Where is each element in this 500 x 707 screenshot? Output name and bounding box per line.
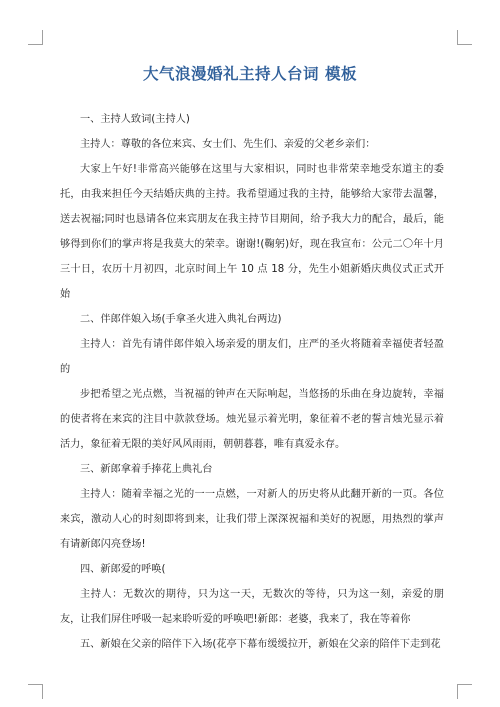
section-heading-2: 二、伴郎伴娘入场(手拿圣火进入典礼台两边) bbox=[80, 314, 282, 325]
paragraph: 主持人：首先有请伴郎伴娘入场亲爱的朋友们，庄严的圣火将随着幸福使者轻盈的 bbox=[60, 339, 444, 375]
crop-mark-bottom-left bbox=[28, 684, 43, 699]
section-heading-3: 三、新郎拿着手捧花上典礼台 bbox=[80, 464, 213, 475]
section-heading-5: 五、新娘在父亲的陪伴下入场(花亭下幕布缓缓拉开，新娘在父亲的陪伴下走到花 bbox=[80, 639, 441, 650]
document-body bbox=[60, 107, 444, 657]
paragraph: 主持人：无数次的期待，只为这一天，无数次的等待，只为这一刻，亲爱的朋友，让我们屏住呼吸一起来聆听爱的呼唤吧!新郎：老婆，我来了，我在等着你 bbox=[60, 589, 444, 625]
section-heading-4: 四、新郎爱的呼唤( bbox=[80, 564, 166, 575]
crop-mark-bottom-right bbox=[457, 684, 472, 699]
crop-mark-top-right bbox=[457, 30, 472, 45]
section-heading-1: 一、主持人致词(主持人) bbox=[80, 114, 190, 125]
crop-mark-top-left bbox=[28, 30, 43, 45]
document-title: 大气浪漫婚礼主持人台词 模板 bbox=[143, 65, 357, 83]
paragraph: 步把希望之光点燃，当祝福的钟声在天际响起，当悠扬的乐曲在身边旋转，幸福的使者将在来宾的注目中款款登场。烛光显示着光明，象征着不老的誓言烛光显示着活力，象征着无限的美好风风雨雨，朝朝暮暮，唯有真爱永存。 bbox=[60, 389, 444, 450]
paragraph: 主持人：尊敬的各位来宾、女士们、先生们、亲爱的父老乡亲们： bbox=[80, 139, 376, 150]
paragraph: 主持人：随着幸福之光的一一点燃，一对新人的历史将从此翻开新的一页。各位来宾，激动人心的时刻即将到来，让我们带上深深祝福和美好的祝愿，用热烈的掌声有请新郎闪亮登场! bbox=[60, 489, 444, 550]
paragraph: 大家上午好!非常高兴能够在这里与大家相识，同时也非常荣幸地受东道主的委托，由我来担任今天结婚庆典的主持。我希望通过我的主持，能够给大家带去温馨，送去祝福;同时也恳请各位来宾朋友在我主持节目期间，给予我大力的配合，最后，能够得到你们的掌声将是我莫大的荣幸。谢谢!(鞠躬)好，现在我宣布：公元二〇年十月三十日，农历十月初四，北京时间上午 10 点 18 分，先生小姐新婚庆典仪式正式开始 bbox=[60, 164, 444, 300]
